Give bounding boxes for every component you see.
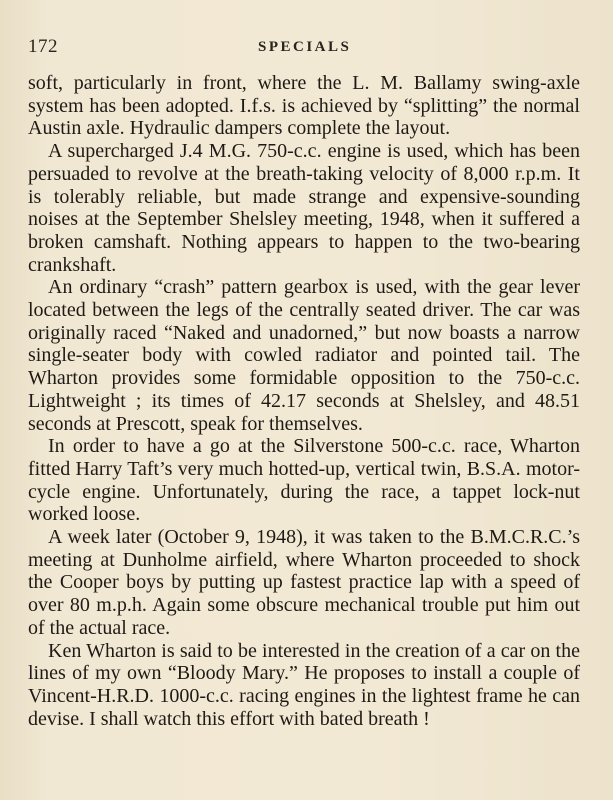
- paragraph-future-plans: Ken Wharton is said to be interested in the creation of a car on the lines of my own “Bloody Mary.” He proposes to install a couple of Vincent-H.R.D. 1000-c.c. racing engines in the lightest frame he can devise. I shall watch this effort with bated breath !: [28, 639, 580, 730]
- paragraph-dunholme: A week later (October 9, 1948), it was taken to the B.M.C.R.C.’s meeting at Dunholme airfield, where Wharton proceeded to shock the Cooper boys by putting up fastest practice lap with a speed of over 80 m.p.h. Again some obscure mechanical trouble put him out of the actual race.: [28, 526, 580, 639]
- running-head: SPECIALS: [258, 39, 352, 55]
- paragraph-gearbox: An ordinary “crash” pattern gearbox is used, with the gear lever located between the legs of the centrally seated driver. The car was originally raced “Naked and unadorned,” but now boasts a narrow single-seater body with cowled radiator and pointed tail. The Wharton provides some formidable opposition to the 750-c.c. Lightweight ; its times of 42.17 seconds at Shelsley, and 48.51 seconds at Prescott, speak for themselves.: [28, 276, 580, 435]
- page-header: [28, 36, 583, 62]
- page-number: 172: [28, 36, 58, 57]
- body-text: [28, 72, 580, 730]
- paragraph-engine: A supercharged J.4 M.G. 750-c.c. engine is used, which has been persuaded to revolve at the breath-taking velocity of 8,000 r.p.m. It is tolerably reliable, but made strange and expensive-sounding noises at the September Shelsley meeting, 1948, when it suffered a broken camshaft. Nothing appears to happen to the two-bearing crankshaft.: [28, 140, 580, 276]
- paragraph-silverstone: In order to have a go at the Silverstone 500-c.c. race, Wharton fitted Harry Taft’s very much hotted-up, vertical twin, B.S.A. motor-cycle engine. Unfortunately, during the race, a tappet lock-nut worked loose.: [28, 435, 580, 526]
- paragraph-continued: soft, particularly in front, where the L. M. Ballamy swing-axle system has been adopted. I.f.s. is achieved by “splitting” the normal Austin axle. Hydraulic dampers complete the layout.: [28, 72, 580, 140]
